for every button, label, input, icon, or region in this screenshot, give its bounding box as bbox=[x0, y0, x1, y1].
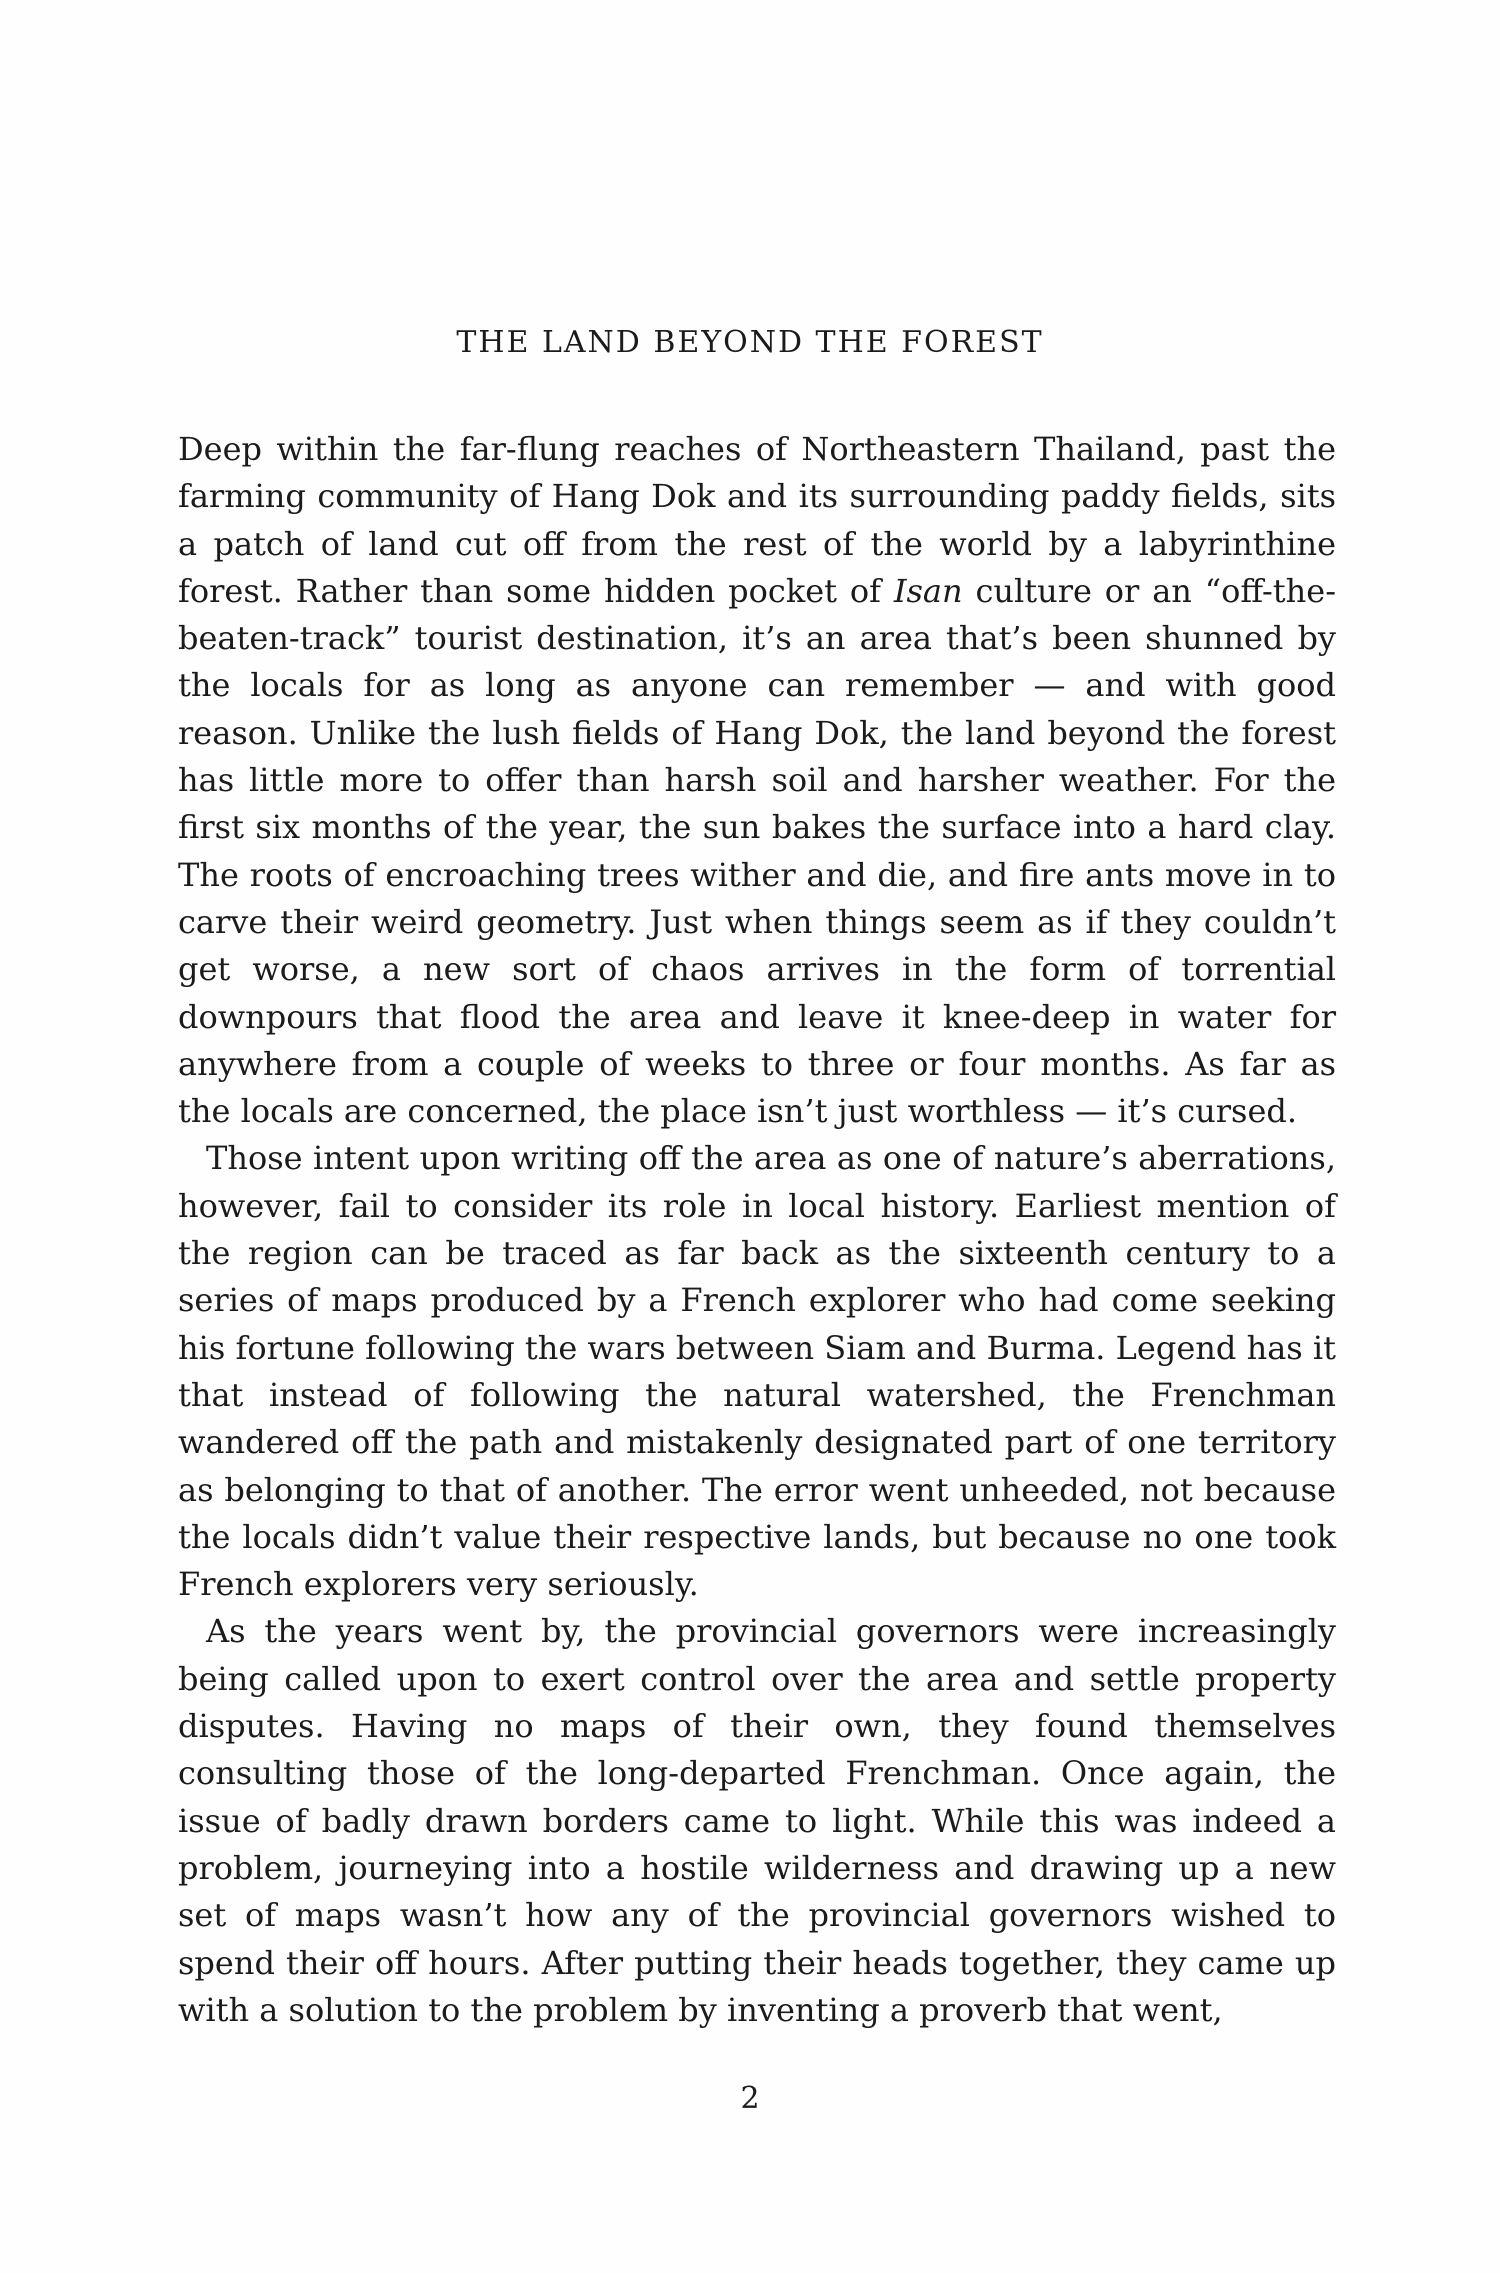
paragraph-3: As the years went by, the provincial governors were increasingly being called upon to exert control over the area and settle property disputes. Having no maps of their own, they found themselves consulting those of the long-departed Frenchman. Once again, the issue of badly drawn borders came to light. While this was indeed a problem, journeying into a hostile wilderness and drawing up a new set of maps wasn’t how any of the provincial governors wished to spend their off hours. After putting their heads together, they came up with a solution to the problem by inventing a proverb that went, bbox=[178, 1612, 1336, 2029]
chapter-body bbox=[178, 426, 1336, 2034]
page-number: 2 bbox=[740, 2081, 760, 2116]
paragraph-2: Those intent upon writing off the area as one of nature’s aberrations, however, fail to consider its role in local history. Earliest mention of the region can be traced as far back as the sixteenth century to a series of maps produced by a French explorer who had come seeking his fortune following the wars between Siam and Burma. Legend has it that instead of following the natural watershed, the Frenchman wandered off the path and mistakenly designated part of one territory as belonging to that of another. The error went unheeded, not because the locals didn’t value their respective lands, but because no one took French explorers very seriously. bbox=[178, 1139, 1336, 1604]
isan-italic-term: Isan bbox=[893, 571, 963, 610]
chapter-title: THE LAND BEYOND THE FOREST bbox=[456, 325, 1044, 360]
paragraph-1-text-after: culture or an “off-the-beaten-track” tourist destination, it’s an area that’s been shunned by the locals for as long as anyone can remember — and with good reason. Unlike the lush fields of Hang Dok, the land beyond the forest has little more to offer than harsh soil and harsher weather. For the first six months of the year, the sun bakes the surface into a hard clay. The roots of encroaching trees wither and die, and fire ants move in to carve their weird geometry. Just when things seem as if they couldn’t get worse, a new sort of chaos arrives in the form of torrential downpours that flood the area and leave it knee-deep in water for anywhere from a couple of weeks to three or four months. As far as the locals are concerned, the place isn’t just worthless — it’s cursed. bbox=[178, 571, 1337, 1131]
paragraph-1-text-before: Deep within the far-flung reaches of Northeastern Thailand, past the farming community of Hang Dok and its surrounding paddy fields, sits a patch of land cut off from the rest of the world by a labyrinthine forest. Rather than some hidden pocket of bbox=[178, 430, 1336, 610]
paragraph-1 bbox=[178, 426, 1336, 1135]
